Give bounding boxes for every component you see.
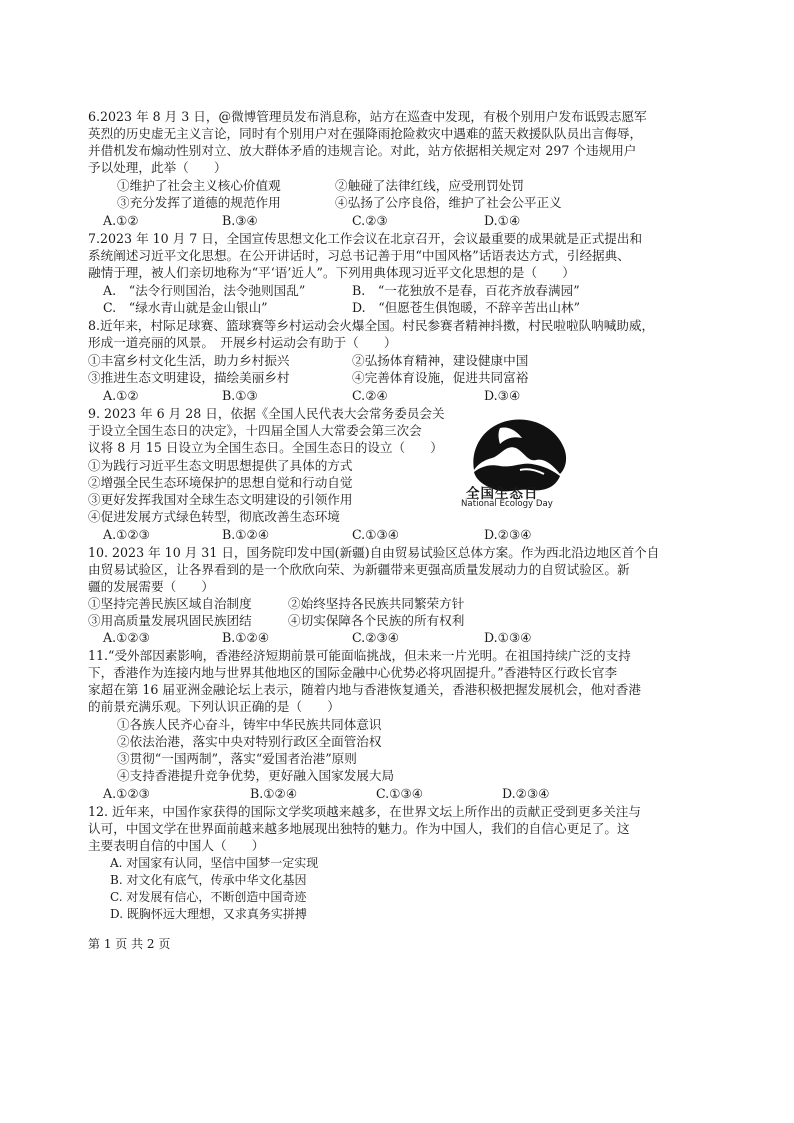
q6-stem-line-2: 英烈的历史虚无主义言论，同时有个别用户对在强降雨抢险救灾中遇难的蓝天救援队队员出言侮辱，	[88, 126, 643, 141]
q11-option-3: ③贯彻“一国两制”，落实“爱国者治港”原则	[117, 751, 357, 766]
q10-option-3: ③用高质量发展巩固民族团结	[88, 613, 252, 628]
q9-stem-line-3: 议将 8 月 15 日设立为全国生态日。全国生态日的设立（ ）	[88, 440, 443, 455]
q11-stem-line-1: 11.“受外部因素影响，香港经济短期前景可能面临挑战，但未来一片光明。在祖国持续广泛的支持	[88, 648, 631, 663]
q10-option-2: ②始终坚持各民族共同繁荣方针	[288, 596, 465, 611]
q6-option-1: ①维护了社会主义核心价值观	[117, 178, 281, 193]
q7-answer-b: B. “一花独放不是春，百花齐放春满园”	[352, 283, 580, 298]
q7-stem-line-1: 7.2023 年 10 月 7 日，全国宣传思想文化工作会议在北京召开，会议最重要的成果就是正式提出和	[88, 231, 643, 246]
q8-option-1: ①丰富乡村文化生活，助力乡村振兴	[88, 353, 290, 368]
q12-answer-c: C. 对发展有信心，不断创造中国奇迹	[110, 890, 307, 904]
q11-answer-d: D.②③④	[502, 786, 550, 801]
q8-answer-a: A.①②	[103, 388, 139, 403]
q9-option-3: ③更好发挥我国对全球生态文明建设的引领作用	[88, 492, 353, 507]
q10-answer-d: D.①③④	[484, 630, 532, 645]
q9-stem-line-1: 9. 2023 年 6 月 28 日，依据《全国人民代表大会常务委员会关	[88, 406, 445, 421]
q10-stem-line-3: 疆的发展需要（ ）	[88, 579, 214, 594]
q8-option-4: ④完善体育设施，促进共同富裕	[352, 370, 529, 385]
q6-option-3: ③充分发挥了道德的规范作用	[117, 195, 281, 210]
q12-stem-line-2: 认可，中国文学在世界面前越来越多地展现出独特的魅力。作为中国人，我们的自信心更足了。这	[88, 821, 630, 836]
q8-stem-line-1: 8.近年来，村际足球赛、篮球赛等乡村运动会火爆全国。村民参赛者精神抖擞，村民啦啦队呐喊助威，	[88, 318, 655, 333]
q12-answer-a: A. 对国家有认同，坚信中国梦一定实现	[110, 856, 319, 870]
logo-subtitle: National Ecology Day	[461, 499, 553, 509]
q7-answer-a: A. “法令行则国治，法令弛则国乱”	[103, 283, 306, 298]
q11-option-4: ④支持香港提升竞争优势，更好融入国家发展大局	[117, 768, 395, 783]
q9-option-4: ④促进发展方式绿色转型，彻底改善生态环境	[88, 509, 340, 524]
q8-answer-c: C.②④	[352, 388, 388, 403]
q10-answer-b: B.①②④	[222, 630, 270, 645]
q10-option-1: ①坚持完善民族区域自治制度	[88, 596, 252, 611]
q6-option-2: ②触碰了法律红线，应受刑罚处罚	[335, 178, 524, 193]
q11-answer-a: A.①②③	[103, 786, 150, 801]
q8-answer-d: D.③④	[484, 388, 521, 403]
q7-answer-d: D. “但愿苍生俱饱暖，不辞辛苦出山林”	[352, 300, 581, 315]
q6-answer-c: C.②③	[352, 213, 388, 228]
q11-option-2: ②依法治港，落实中央对特别行政区全面管治权	[117, 734, 382, 749]
q8-option-2: ②弘扬体育精神，建设健康中国	[352, 353, 529, 368]
q12-answer-b: B. 对文化有底气，传承中华文化基因	[110, 873, 307, 887]
q9-answer-a: A.①②③	[103, 527, 150, 542]
logo-title: 全国生态日	[466, 486, 539, 502]
q8-answer-b: B.①③	[222, 388, 258, 403]
q9-stem-line-2: 于设立全国生态日的决定》，十四届全国人大常委会第三次会	[88, 423, 422, 438]
q7-answer-c: C. “绿水青山就是金山银山”	[103, 300, 268, 315]
q8-option-3: ③推进生态文明建设，描绘美丽乡村	[88, 370, 290, 385]
q11-answer-b: B.①②④	[250, 786, 298, 801]
q12-stem-line-1: 12. 近年来，中国作家获得的国际文学奖项越来越多，在世界文坛上所作出的贡献正受到更多关注与	[88, 804, 641, 819]
q7-stem-line-3: 融情于理，被人们亲切地称为“平‘语’近人”。下列用典体现习近平文化思想的是（ ）	[88, 265, 575, 280]
q9-answer-b: B.①②④	[222, 527, 270, 542]
q6-stem-line-4: 予以处理，此举（ ）	[88, 160, 227, 175]
q10-stem-line-1: 10. 2023 年 10 月 31 日，国务院印发中国(新疆)自由贸易试验区总体方案。作为西北沿边地区首个自	[88, 545, 660, 560]
q11-stem-line-2: 下，香港作为连接内地与世界其他地区的国际金融中心优势必将巩固提升。”香港特区行政长官李	[88, 665, 618, 680]
q6-stem-line-1: 6.2023 年 8 月 3 日，@微博管理员发布消息称，站方在巡查中发现，有极个别用户发布诋毁志愿军	[88, 109, 647, 124]
q11-stem-line-3: 家超在第 16 届亚洲金融论坛上表示，随着内地与香港恢复通关，香港积极把握发展机会，他对香港	[88, 682, 641, 697]
q10-answer-c: C.②③④	[352, 630, 400, 645]
q12-answer-d: D. 既胸怀远大理想，又求真务实拼搏	[110, 907, 307, 921]
q11-answer-c: C.①③④	[376, 786, 424, 801]
q10-option-4: ④切实保障各个民族的所有权利	[288, 613, 465, 628]
q9-answer-d: D.②③④	[484, 527, 532, 542]
q6-answer-d: D.①④	[484, 213, 521, 228]
q6-answer-b: B.③④	[222, 213, 258, 228]
q6-answer-a: A.①②	[103, 213, 139, 228]
page-number-footer: 第 1 页 共 2 页	[88, 937, 171, 951]
q6-option-4: ④弘扬了公序良俗，维护了社会公平正义	[335, 195, 562, 210]
q11-stem-line-4: 的前景充满乐观。下列认识正确的是（ ）	[88, 699, 340, 714]
q12-stem-line-3: 主要表明自信的中国人（ ）	[88, 838, 265, 853]
q6-stem-line-3: 并借机发布煽动性别对立、放大群体矛盾的违规言论。对此，站方依据相关规定对 297 个违规用户	[88, 143, 637, 158]
q8-stem-line-2: 形成一道亮丽的风景。 开展乡村运动会有助于（ ）	[88, 335, 397, 350]
q9-answer-c: C.①③④	[352, 527, 400, 542]
q10-stem-line-2: 由贸易试验区，让各界看到的是一个欣欣向荣、为新疆带来更强高质量发展动力的自贸试验区。新	[88, 562, 630, 577]
q10-answer-a: A.①②③	[103, 630, 150, 645]
q9-option-2: ②增强全民生态环境保护的思想自觉和行动自觉	[88, 475, 353, 490]
q7-stem-line-2: 系统阐述习近平文化思想。在公开讲话时，习总书记善于用“中国风格”话语表达方式，引经据典、	[88, 248, 630, 263]
q9-option-1: ①为践行习近平生态文明思想提供了具体的方式	[88, 458, 353, 473]
q11-option-1: ①各族人民齐心奋斗，铸牢中华民族共同体意识	[117, 717, 382, 732]
